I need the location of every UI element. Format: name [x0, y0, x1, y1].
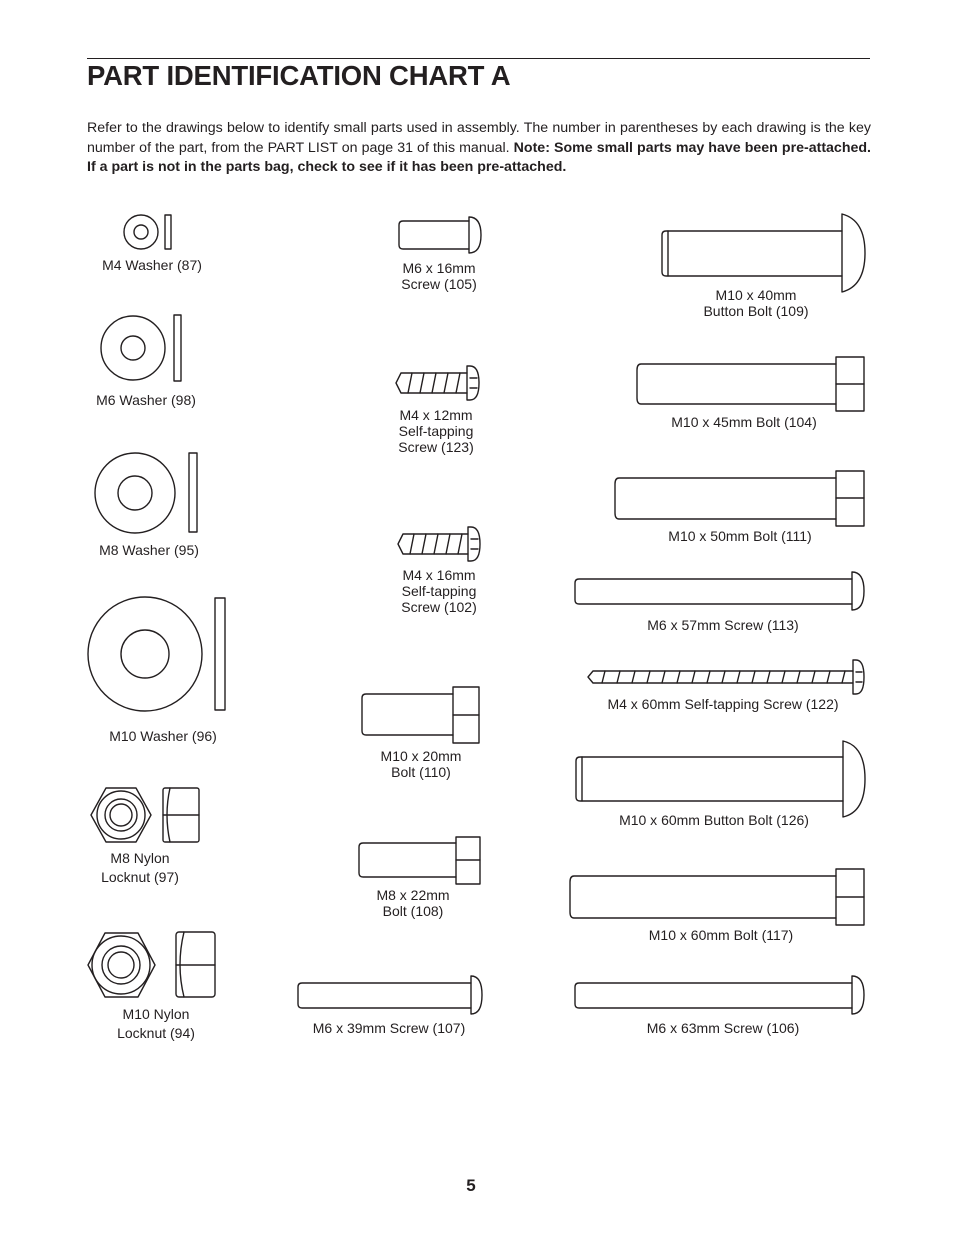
m6x57-screw-label: M6 x 57mm Screw (113)	[647, 617, 799, 633]
m6x63-screw-icon	[575, 976, 864, 1014]
m8x22-bolt-label-line2: Bolt (108)	[382, 903, 444, 919]
m4x60-screw-icon	[588, 660, 864, 694]
m4x12-screw-label-line1: M4 x 12mm	[399, 407, 473, 423]
m6x16-screw-label-line2: Screw (105)	[401, 276, 477, 292]
m10-washer-icon	[88, 597, 225, 711]
m6x39-screw-icon	[298, 976, 482, 1014]
intro-text: Refer to the drawings below to identify small parts used in assembly. The number in parentheses by each drawing is the key number of the part, from the PART LIST on page 31 of this manual.	[87, 120, 871, 156]
m6x39-screw-label: M6 x 39mm Screw (107)	[312, 1020, 466, 1036]
m10x50-bolt-label: M10 x 50mm Bolt (111)	[668, 528, 812, 544]
m8-locknut-label-line2: Locknut (97)	[101, 869, 179, 885]
page-number: 5	[466, 1176, 476, 1195]
m10x60-bolt-label: M10 x 60mm Bolt (117)	[648, 927, 794, 943]
m10-locknut-label-line2: Locknut (94)	[117, 1025, 195, 1041]
intro-note: Note: Some small parts may have been pre-attached. If a part is not in the parts bag, check to see if it has been pre-attached.	[87, 139, 871, 175]
m4x12-screw-label-line2: Self-tapping	[398, 423, 474, 439]
m4x16-screw-label-line2: Self-tapping	[401, 583, 477, 599]
m10x60-bolt-icon	[570, 869, 864, 925]
m10x40-button-bolt-label-line2: Button Bolt (109)	[703, 303, 809, 319]
m10x45-bolt-label: M10 x 45mm Bolt (104)	[671, 414, 817, 430]
m10x60-button-bolt-icon	[576, 741, 865, 817]
m8-locknut-label-line1: M8 Nylon	[110, 850, 170, 866]
page-title: PART IDENTIFICATION CHART A	[87, 60, 511, 91]
m6-washer-icon	[101, 315, 181, 381]
m8x22-bolt-icon	[359, 837, 480, 884]
m4x12-screw-label	[398, 407, 473, 455]
m6x16-screw-icon	[399, 217, 481, 253]
m6x57-screw-icon	[575, 572, 864, 610]
m10x40-button-bolt-icon	[662, 214, 865, 292]
m4x16-screw-label-line1: M4 x 16mm	[402, 567, 476, 583]
m6x16-screw-label-line1: M6 x 16mm	[402, 260, 476, 276]
m10x40-button-bolt-label-line1: M10 x 40mm	[715, 287, 797, 303]
m10x60-button-bolt-label: M10 x 60mm Button Bolt (126)	[619, 812, 809, 828]
m4x16-screw-label-line3: Screw (102)	[401, 599, 477, 615]
m10x20-bolt-icon	[362, 687, 479, 743]
m10x40-button-bolt-label	[703, 287, 808, 319]
m10x45-bolt-icon	[637, 357, 864, 411]
m4x16-screw-label	[401, 567, 476, 615]
m10x20-bolt-label	[381, 748, 462, 780]
m6x16-screw-label	[401, 260, 476, 292]
m10-locknut-icon	[88, 932, 215, 997]
m4-washer-label: M4 Washer (87)	[102, 257, 202, 273]
m4x12-screw-icon	[396, 366, 479, 400]
m4-washer-icon	[124, 215, 171, 249]
m8-locknut-icon	[91, 788, 199, 842]
m4x60-screw-label: M4 x 60mm Self-tapping Screw (122)	[607, 696, 839, 712]
m6x63-screw-label: M6 x 63mm Screw (106)	[646, 1020, 800, 1036]
m8x22-bolt-label-line1: M8 x 22mm	[376, 887, 450, 903]
m8-washer-icon	[95, 453, 197, 533]
m8x22-bolt-label	[376, 887, 449, 919]
m8-locknut-label	[101, 849, 179, 887]
m10x20-bolt-label-line2: Bolt (110)	[391, 764, 451, 780]
m10x50-bolt-icon	[615, 471, 864, 526]
m8-washer-label: M8 Washer (95)	[99, 542, 199, 558]
m6-washer-label: M6 Washer (98)	[96, 392, 196, 408]
m4x16-screw-icon	[398, 527, 480, 561]
m10-locknut-label	[117, 1005, 195, 1043]
m10-washer-label: M10 Washer (96)	[109, 728, 217, 744]
m10x20-bolt-label-line1: M10 x 20mm	[380, 748, 462, 764]
m10-locknut-label-line1: M10 Nylon	[122, 1006, 190, 1022]
m4x12-screw-label-line3: Screw (123)	[398, 439, 474, 455]
